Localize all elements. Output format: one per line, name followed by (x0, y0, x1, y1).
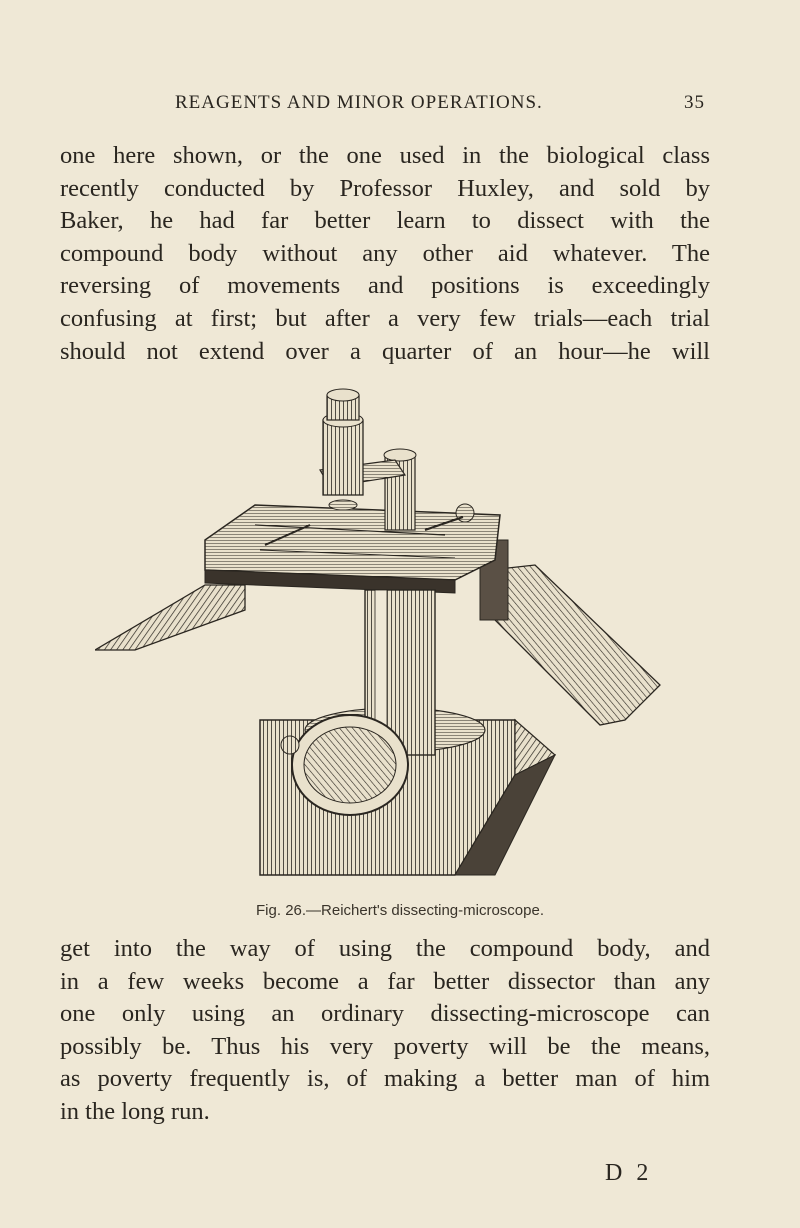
paragraph-top (60, 140, 710, 368)
figure-caption: Fig. 26.—Reichert's dissecting-microscope. (256, 902, 544, 919)
page-number: 35 (684, 92, 705, 113)
running-head (175, 92, 705, 122)
text-line: recently conducted by Professor Huxley, and sold by (60, 174, 710, 202)
text-line: in the long run. (60, 1097, 210, 1125)
text-line: reversing of movements and positions is exceedingly (60, 272, 710, 300)
signature-mark: D 2 (605, 1160, 653, 1186)
running-title: REAGENTS AND MINOR OPERATIONS. (175, 92, 543, 113)
paragraph-bottom (60, 933, 710, 1129)
text-line: one only using an ordinary dissecting-microscope can (60, 1000, 710, 1028)
text-line: in a few weeks become a far better dissector than any (60, 967, 710, 995)
microscope-illustration (95, 375, 675, 890)
text-line: Baker, he had far better learn to dissect with the (60, 207, 710, 235)
text-line: compound body without any other aid whatever. The (60, 239, 710, 267)
text-line: one here shown, or the one used in the biological class (60, 142, 710, 169)
text-line: get into the way of using the compound body, and (60, 935, 710, 962)
text-line: possibly be. Thus his very poverty will be the means, (60, 1032, 710, 1060)
text-line: should not extend over a quarter of an hour—he will (60, 337, 710, 365)
text-line: as poverty frequently is, of making a better man of him (60, 1065, 710, 1093)
text-line: confusing at first; but after a very few trials—each trial (60, 304, 710, 332)
